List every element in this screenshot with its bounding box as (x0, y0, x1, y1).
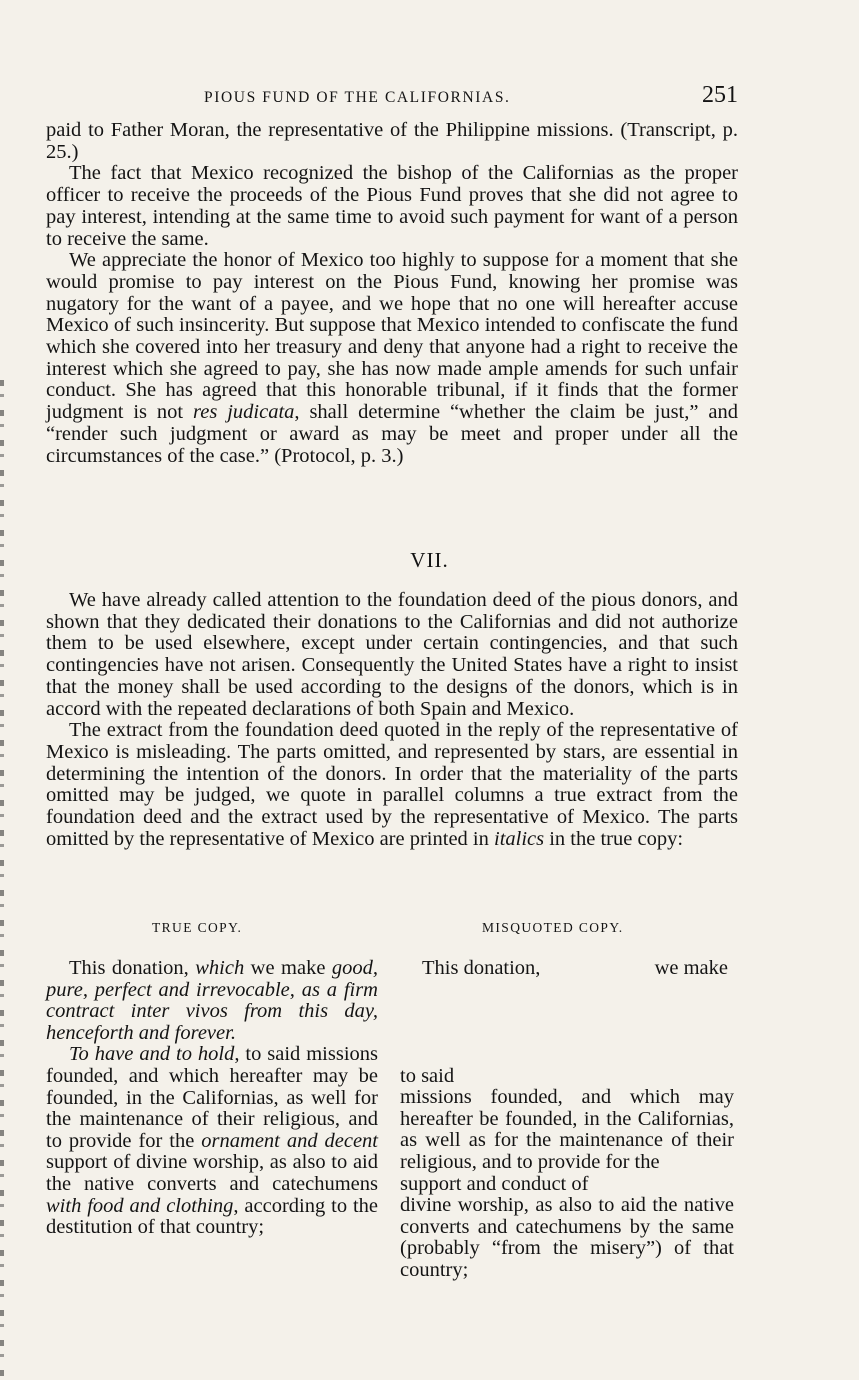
paragraph: We have already called attention to the foundation deed of the pious donors, and shown that they dedicated their donations to the Californias and did not authorize them to be used elsewhere, except under certain contingencies, and that such contingencies have not arisen. Consequently the United States have a right to insist that the money shall be used according to the designs of the donors, which is in accord with the repeated declarations of both Spain and Mexico. (46, 589, 738, 720)
misquoted-copy-heading: MISQUOTED COPY. (482, 920, 624, 935)
misquoted-line (400, 958, 734, 980)
italic-text: ornament and decent (201, 1129, 379, 1152)
section-body (46, 590, 738, 850)
paragraph-text: We appreciate the honor of Mexico too highly to suppose for a moment that she would promise to pay interest on the Pious Fund, knowing her promise was nugatory for the want of a payee, and we hope that no one will hereafter accuse Mexico of such insincerity. But suppose that Mexico intended to confiscate the fund which she covered into her treasury and deny that anyone had a right to receive the interest which she agreed to pay, she has now made ample amends for such unfair conduct. She has agreed that this honorable tribunal, if it finds that the former judgment is not (46, 249, 738, 424)
true-copy-paragraph (46, 958, 378, 1044)
paragraph-text: , shall determine “whether the claim be just,” and “render such judgment or award as may be meet and proper under all the circumstances of the case.” (Protocol, p. 3.) (46, 401, 738, 467)
true-copy-paragraph (46, 1044, 378, 1238)
italic-term: italics (494, 827, 545, 850)
text: support of divine worship, as also to aid the native converts and catechumens (46, 1151, 378, 1195)
italic-text: which (195, 957, 245, 979)
text: , to said missions founded, and which hereafter may be founded, in the Californias, as well for the maintenance of their religious, and to provide for the (46, 1043, 378, 1152)
italic-text: To have and to hold (69, 1043, 235, 1066)
misquoted-copy-column (400, 958, 734, 1282)
running-title: PIOUS FUND OF THE CALIFORNIAS. (204, 89, 511, 106)
paragraph-text: in the true copy: (544, 827, 684, 850)
text: This donation, (422, 957, 541, 979)
binding-edge-marks (0, 380, 4, 1380)
paragraph (46, 250, 738, 467)
page-number: 251 (702, 82, 738, 108)
misquoted-line: to said (400, 1064, 455, 1087)
paragraph: paid to Father Moran, the representative of the Philippine missions. (Transcript, p. 25.) (46, 119, 738, 163)
running-head (46, 84, 740, 112)
misquoted-line: support and conduct of (400, 1172, 589, 1195)
misquoted-paragraph: missions founded, and which may hereafter be founded, in the Californias, as well as for the maintenance of their religious, and to provide for the (400, 1086, 734, 1173)
paragraph (46, 720, 738, 850)
text: we make (654, 957, 728, 979)
true-copy-column (46, 958, 378, 1239)
italic-term: res judicata (193, 401, 295, 424)
text: This donation, (69, 957, 196, 979)
body-text (46, 120, 738, 467)
text: , according to the destitution of that country; (46, 1194, 379, 1239)
text: we make (244, 957, 332, 979)
true-copy-heading: TRUE COPY. (152, 920, 243, 935)
italic-text: good, pure, perfect and irrevocable, as a firm contract inter vivos from this day, henceforth and forever. (46, 957, 379, 1044)
paragraph: The fact that Mexico recognized the bishop of the Californias as the proper officer to receive the proceeds of the Pious Fund proves that she did not agree to pay interest, intending at the same time to avoid such payment for want of a person to receive the same. (46, 162, 738, 250)
italic-text: with food and clothing (46, 1194, 234, 1217)
paragraph-text: The extract from the foundation deed quoted in the reply of the representative of Mexico is misleading. The parts omitted, and represented by stars, are essential in determining the intention of the donors. In order that the materiality of the parts omitted may be judged, we quote in parallel columns a true extract from the foundation deed and the extract used by the representative of Mexico. The parts omitted by the representative of Mexico are printed in (46, 719, 738, 850)
misquoted-paragraph: divine worship, as also to aid the native converts and catechumens by the same (probably “from the misery”) of that country; (400, 1194, 734, 1281)
omission-gap (400, 980, 734, 1066)
section-heading: VII. (410, 548, 449, 572)
